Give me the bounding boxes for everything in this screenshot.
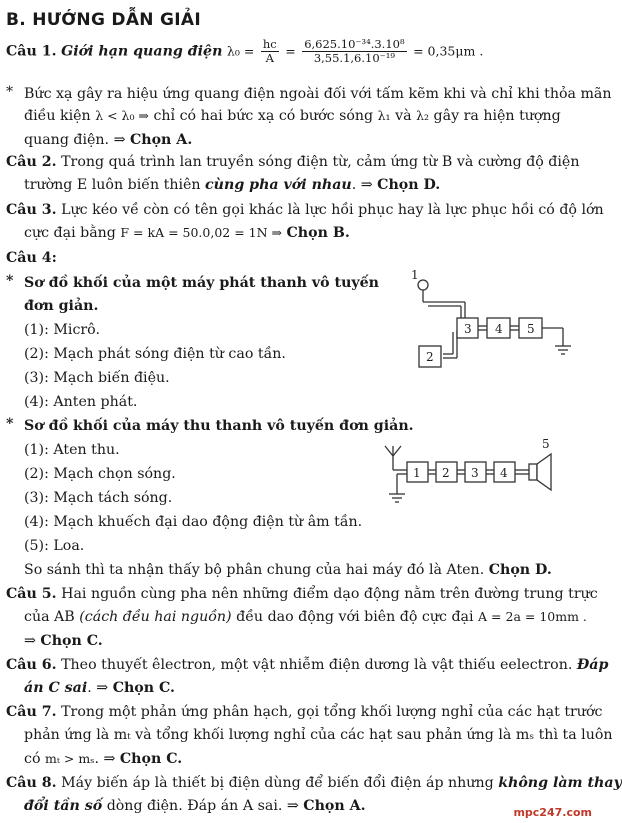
c5-line3: ⇒ Chọn C. (24, 633, 103, 649)
c1-p1: Bức xạ gây ra hiệu ứng quang điện ngoài đối với tấm kẽm khi và chỉ khi thỏa mãn (24, 86, 612, 102)
c4-rx-item-2: (2): Mạch chọn sóng. (24, 466, 176, 482)
watermark: mpc247.com (513, 806, 592, 819)
tx-block-label-5: 5 (527, 322, 535, 336)
c1-result: = 0,35μm . (413, 43, 484, 59)
rx-block-label-1: 1 (413, 466, 421, 480)
c1-frac2: $\frac{\text{6,625.10⁻³⁴.3.10⁸}}{\text{3,55.1,6.10⁻¹⁹}}$ (304, 37, 405, 65)
c1-star: * (6, 84, 14, 100)
c4-tx-item-4: (4): Anten phát. (24, 394, 138, 410)
transmitter-diagram (405, 270, 585, 375)
rx-block-label-5: 5 (542, 437, 550, 451)
c6-line1: Câu 6. Theo thuyết êlectron, một vật nhiễm điện dương là vật thiếu eelectron. Đáp (6, 657, 609, 673)
c4-tx-title2: đơn giản. (24, 298, 99, 314)
tx-block-label-1: 1 (411, 268, 419, 282)
c3-line2: cực đại bằng F = kA = 50.0,02 = 1N ⇒ Chọn B. (24, 225, 350, 241)
c5-line2: của AB (cách đều hai nguồn) đều dao động với biên độ cực đại A = 2a = 10mm . (24, 609, 587, 625)
c1-line1: Câu 1. Giới hạn quang điện λ₀ = $\frac{hc}{A}$ = $\frac{\text{6,625.10⁻³⁴.3.10⁸}}{\text{3,55.1,6.10⁻¹⁹}}$ = 0,35μm . (6, 37, 484, 65)
c1-p2: điều kiện λ < λ₀ ⇒ chỉ có hai bức xạ có bước sóng λ₁ và λ₂ gây ra hiện tượng (24, 108, 561, 124)
c5-line1: Câu 5. Hai nguồn cùng pha nên những điểm dạo động nằm trên đường trung trực (6, 586, 598, 602)
c7-line2: phản ứng là mₜ và tổng khối lượng nghỉ của các hạt sau phản ứng là mₛ thì ta luôn (24, 727, 613, 743)
c6-line2: án C sai. ⇒ Chọn C. (24, 680, 175, 696)
rx-block-label-2: 2 (442, 466, 450, 480)
c3-line1: Câu 3. Lực kéo về còn có tên gọi khác là lực hồi phục hay là lực phục hồi có độ lớn (6, 202, 604, 218)
tx-block-label-2: 2 (426, 350, 434, 364)
c7-line1: Câu 7. Trong một phản ứng phân hạch, gọi tổng khối lượng nghỉ của các hạt trước (6, 704, 603, 720)
c1-label: Câu 1. (6, 43, 57, 60)
rx-block-label-4: 4 (500, 466, 508, 480)
c8-line2: đổi tần số dòng điện. Đáp án A sai. ⇒ Chọn A. (24, 798, 366, 814)
tx-block-label-3: 3 (464, 322, 472, 336)
c1-frac1: $\frac{hc}{A}$ (262, 37, 277, 65)
c1-lambda0: λ₀ = (226, 43, 255, 59)
c7-line3: có mₜ > mₛ. ⇒ Chọn C. (24, 751, 183, 767)
receiver-diagram (385, 438, 585, 508)
c8-line1: Câu 8. Máy biến áp là thiết bị điện dùng để biến đổi điện áp nhưng không làm thay (6, 775, 622, 791)
c4-rx-item-4: (4): Mạch khuếch đại dao động điện từ âm tần. (24, 514, 363, 530)
c4-label: Câu 4: (6, 250, 57, 266)
section-header: B. HƯỚNG DẪN GIẢI (6, 10, 201, 30)
c4-rx-item-3: (3): Mạch tách sóng. (24, 490, 173, 506)
c1-p3: quang điện. ⇒ Chọn A. (24, 132, 193, 148)
c4-rx-item-5: (5): Loa. (24, 538, 85, 554)
c4-tx-item-2: (2): Mạch phát sóng điện từ cao tần. (24, 346, 286, 362)
c4-tx-item-1: (1): Micrô. (24, 322, 100, 338)
rx-block-label-3: 3 (471, 466, 479, 480)
tx-block-label-4: 4 (495, 322, 503, 336)
c4-rx-item-1: (1): Aten thu. (24, 442, 120, 458)
c4-conclusion: So sánh thì ta nhận thấy bộ phân chung của hai máy đó là Aten. Chọn D. (24, 562, 552, 578)
c4-tx-item-3: (3): Mạch biến điệu. (24, 370, 170, 386)
c4-rx-title: Sơ đồ khối của máy thu thanh vô tuyến đơn giản. (24, 418, 414, 434)
c4-tx-title1: Sơ đồ khối của một máy phát thanh vô tuyến (24, 275, 379, 291)
c2-line1: Câu 2. Trong quá trình lan truyền sóng điện từ, cảm ứng từ B và cường độ điện (6, 154, 580, 170)
c2-line2: trường E luôn biến thiên cùng pha với nhau. ⇒ Chọn D. (24, 177, 441, 193)
c1-intro: Giới hạn quang điện (61, 43, 223, 60)
